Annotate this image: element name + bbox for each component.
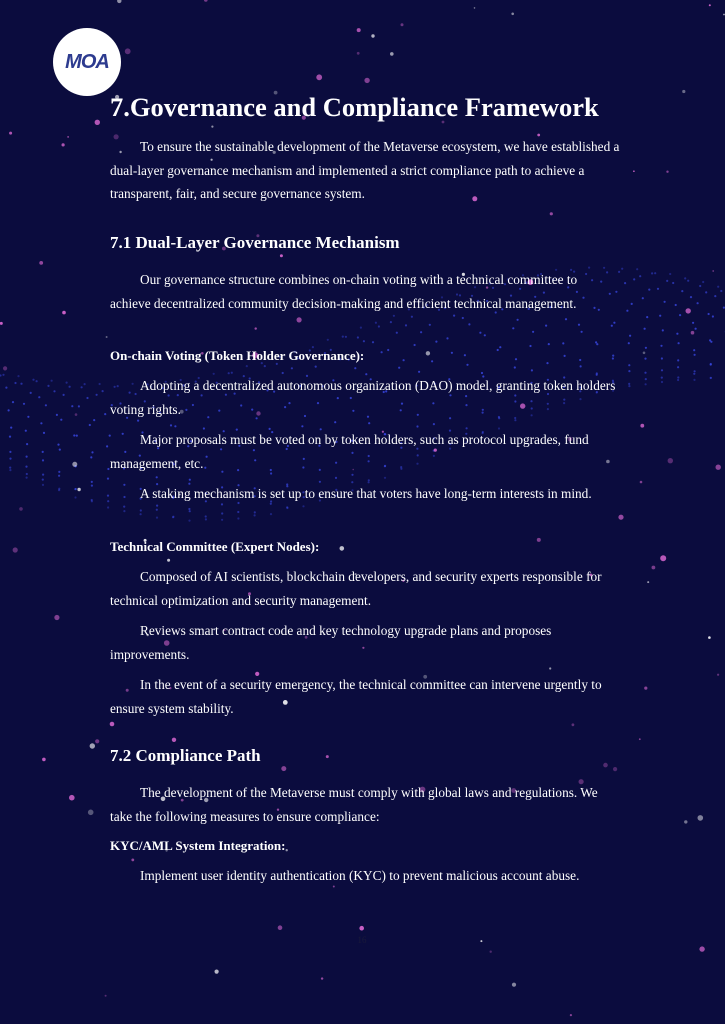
onchain-item: Major proposals must be voted on by token holders, such as protocol upgrades, fund management, etc. (110, 432, 589, 471)
committee-item: In the event of a security emergency, the technical committee can intervene urgently to ensure system stability. (110, 677, 602, 716)
subheading-kyc-aml: KYC/AML System Integration: (110, 838, 286, 853)
onchain-item: Adopting a decentralized autonomous organization (DAO) model, granting token holders voting rights. (110, 378, 616, 417)
kyc-item: Implement user identity authentication (KYC) to prevent malicious account abuse. (140, 868, 580, 883)
section2-intro-paragraph: The development of the Metaverse must comply with global laws and regulations. We take the following measures to ensure compliance: (110, 785, 598, 824)
subheading-technical-committee: Technical Committee (Expert Nodes): (110, 539, 320, 554)
intro-paragraph: To ensure the sustainable development of the Metaverse ecosystem, we have established a dual-layer governance mechanism and implemented a strict compliance path to achieve a transparent, fair, and secure governance system. (110, 139, 620, 201)
section1-intro-paragraph: Our governance structure combines on-chain voting with a technical committee to achieve decentralized community decision-making and efficient technical management. (110, 272, 578, 311)
page-number: 16 (357, 935, 367, 945)
subheading-onchain-voting: On-chain Voting (Token Holder Governance): (110, 348, 365, 363)
moa-logo (53, 28, 121, 96)
committee-item: Reviews smart contract code and key technology upgrade plans and proposes improvements. (110, 623, 552, 662)
section-heading-compliance-path: 7.2 Compliance Path (110, 746, 261, 765)
onchain-item: A staking mechanism is set up to ensure that voters have long-term interests in mind. (140, 486, 592, 501)
committee-item: Composed of AI scientists, blockchain developers, and security experts responsible for technical optimization and security management. (110, 569, 602, 608)
section-heading-dual-layer: 7.1 Dual-Layer Governance Mechanism (110, 233, 400, 252)
logo-text: MOA (65, 50, 109, 73)
page-title: 7.Governance and Compliance Framework (110, 92, 599, 122)
